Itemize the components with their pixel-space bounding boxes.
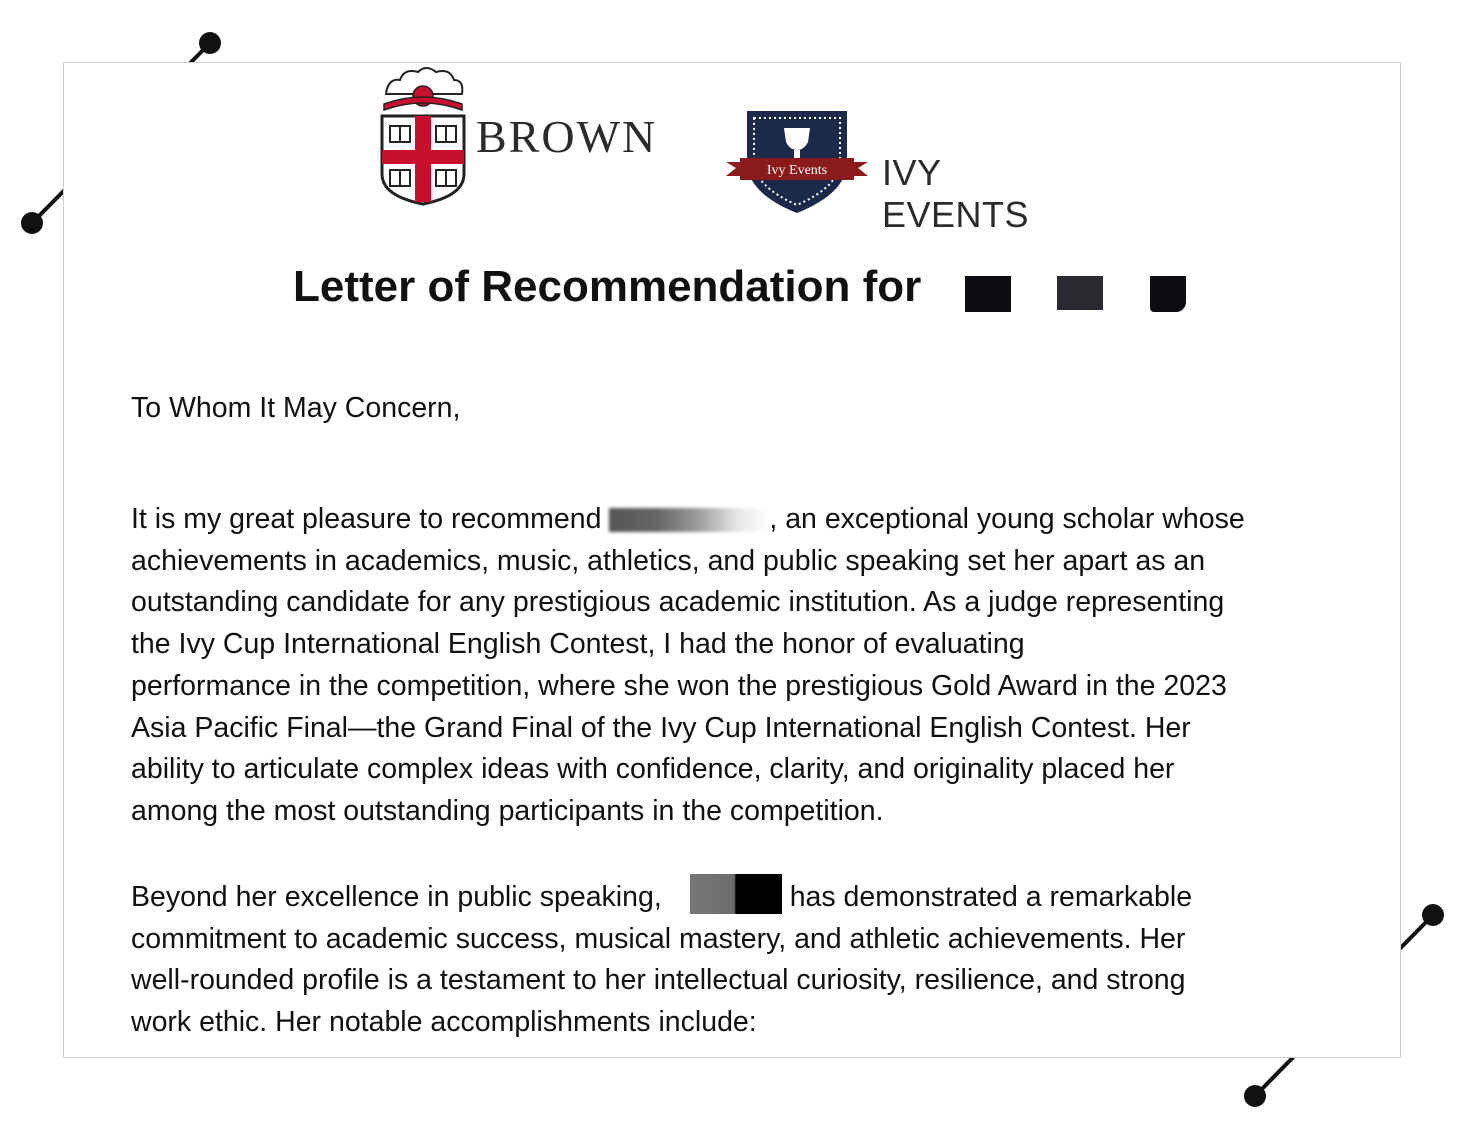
paragraph-line: work ethic. Her notable accomplishments include:: [131, 1006, 757, 1039]
brown-wordmark: BROWN: [476, 111, 658, 162]
paragraph-line: Asia Pacific Final—the Grand Final of the Ivy Cup International English Contest. Her: [131, 711, 1191, 744]
paragraph-2: [131, 874, 1351, 1044]
redacted-name-block: [1150, 276, 1186, 312]
letter-title: Letter of Recommendation for: [293, 262, 922, 311]
redacted-name: [690, 874, 782, 914]
paragraph-line: [131, 874, 1351, 919]
paragraph-text: , an exceptional young scholar whose: [769, 503, 1245, 535]
paragraph-line: among the most outstanding participants in the competition.: [131, 794, 884, 827]
paragraph-1: [131, 499, 1351, 833]
ivy-events-wordmark: IVY EVENTS: [882, 152, 1030, 235]
paragraph-text: It is my great pleasure to recommend: [131, 503, 602, 535]
salutation: To Whom It May Concern,: [131, 392, 461, 424]
paragraph-text: Beyond her excellence in public speaking,: [131, 881, 662, 913]
paragraph-line: outstanding candidate for any prestigious academic institution. As a judge representing: [131, 586, 1225, 619]
paragraph-line: the Ivy Cup International English Contest, I had the honor of evaluating: [131, 628, 1025, 661]
redacted-name-block: [1057, 276, 1103, 310]
redacted-name-block: [965, 276, 1011, 312]
paragraph-line: [131, 499, 1351, 541]
redacted-name: [609, 508, 769, 532]
ivy-events-badge-icon: [726, 104, 868, 214]
logo-bar: [378, 64, 1098, 235]
ivy-banner-text: Ivy Events: [766, 163, 828, 178]
brown-shield-icon: [378, 64, 468, 209]
paragraph-line: performance in the competition, where she won the prestigious Gold Award in the 2023: [131, 669, 1227, 702]
paragraph-line: well-rounded profile is a testament to her intellectual curiosity, resilience, and strong: [131, 964, 1186, 997]
paragraph-line: ability to articulate complex ideas with confidence, clarity, and originality placed her: [131, 753, 1175, 786]
paragraph-line: achievements in academics, music, athletics, and public speaking set her apart as an: [131, 544, 1206, 577]
paragraph-line: commitment to academic success, musical mastery, and athletic achievements. Her: [131, 922, 1186, 955]
paragraph-text: has demonstrated a remarkable: [789, 881, 1193, 913]
